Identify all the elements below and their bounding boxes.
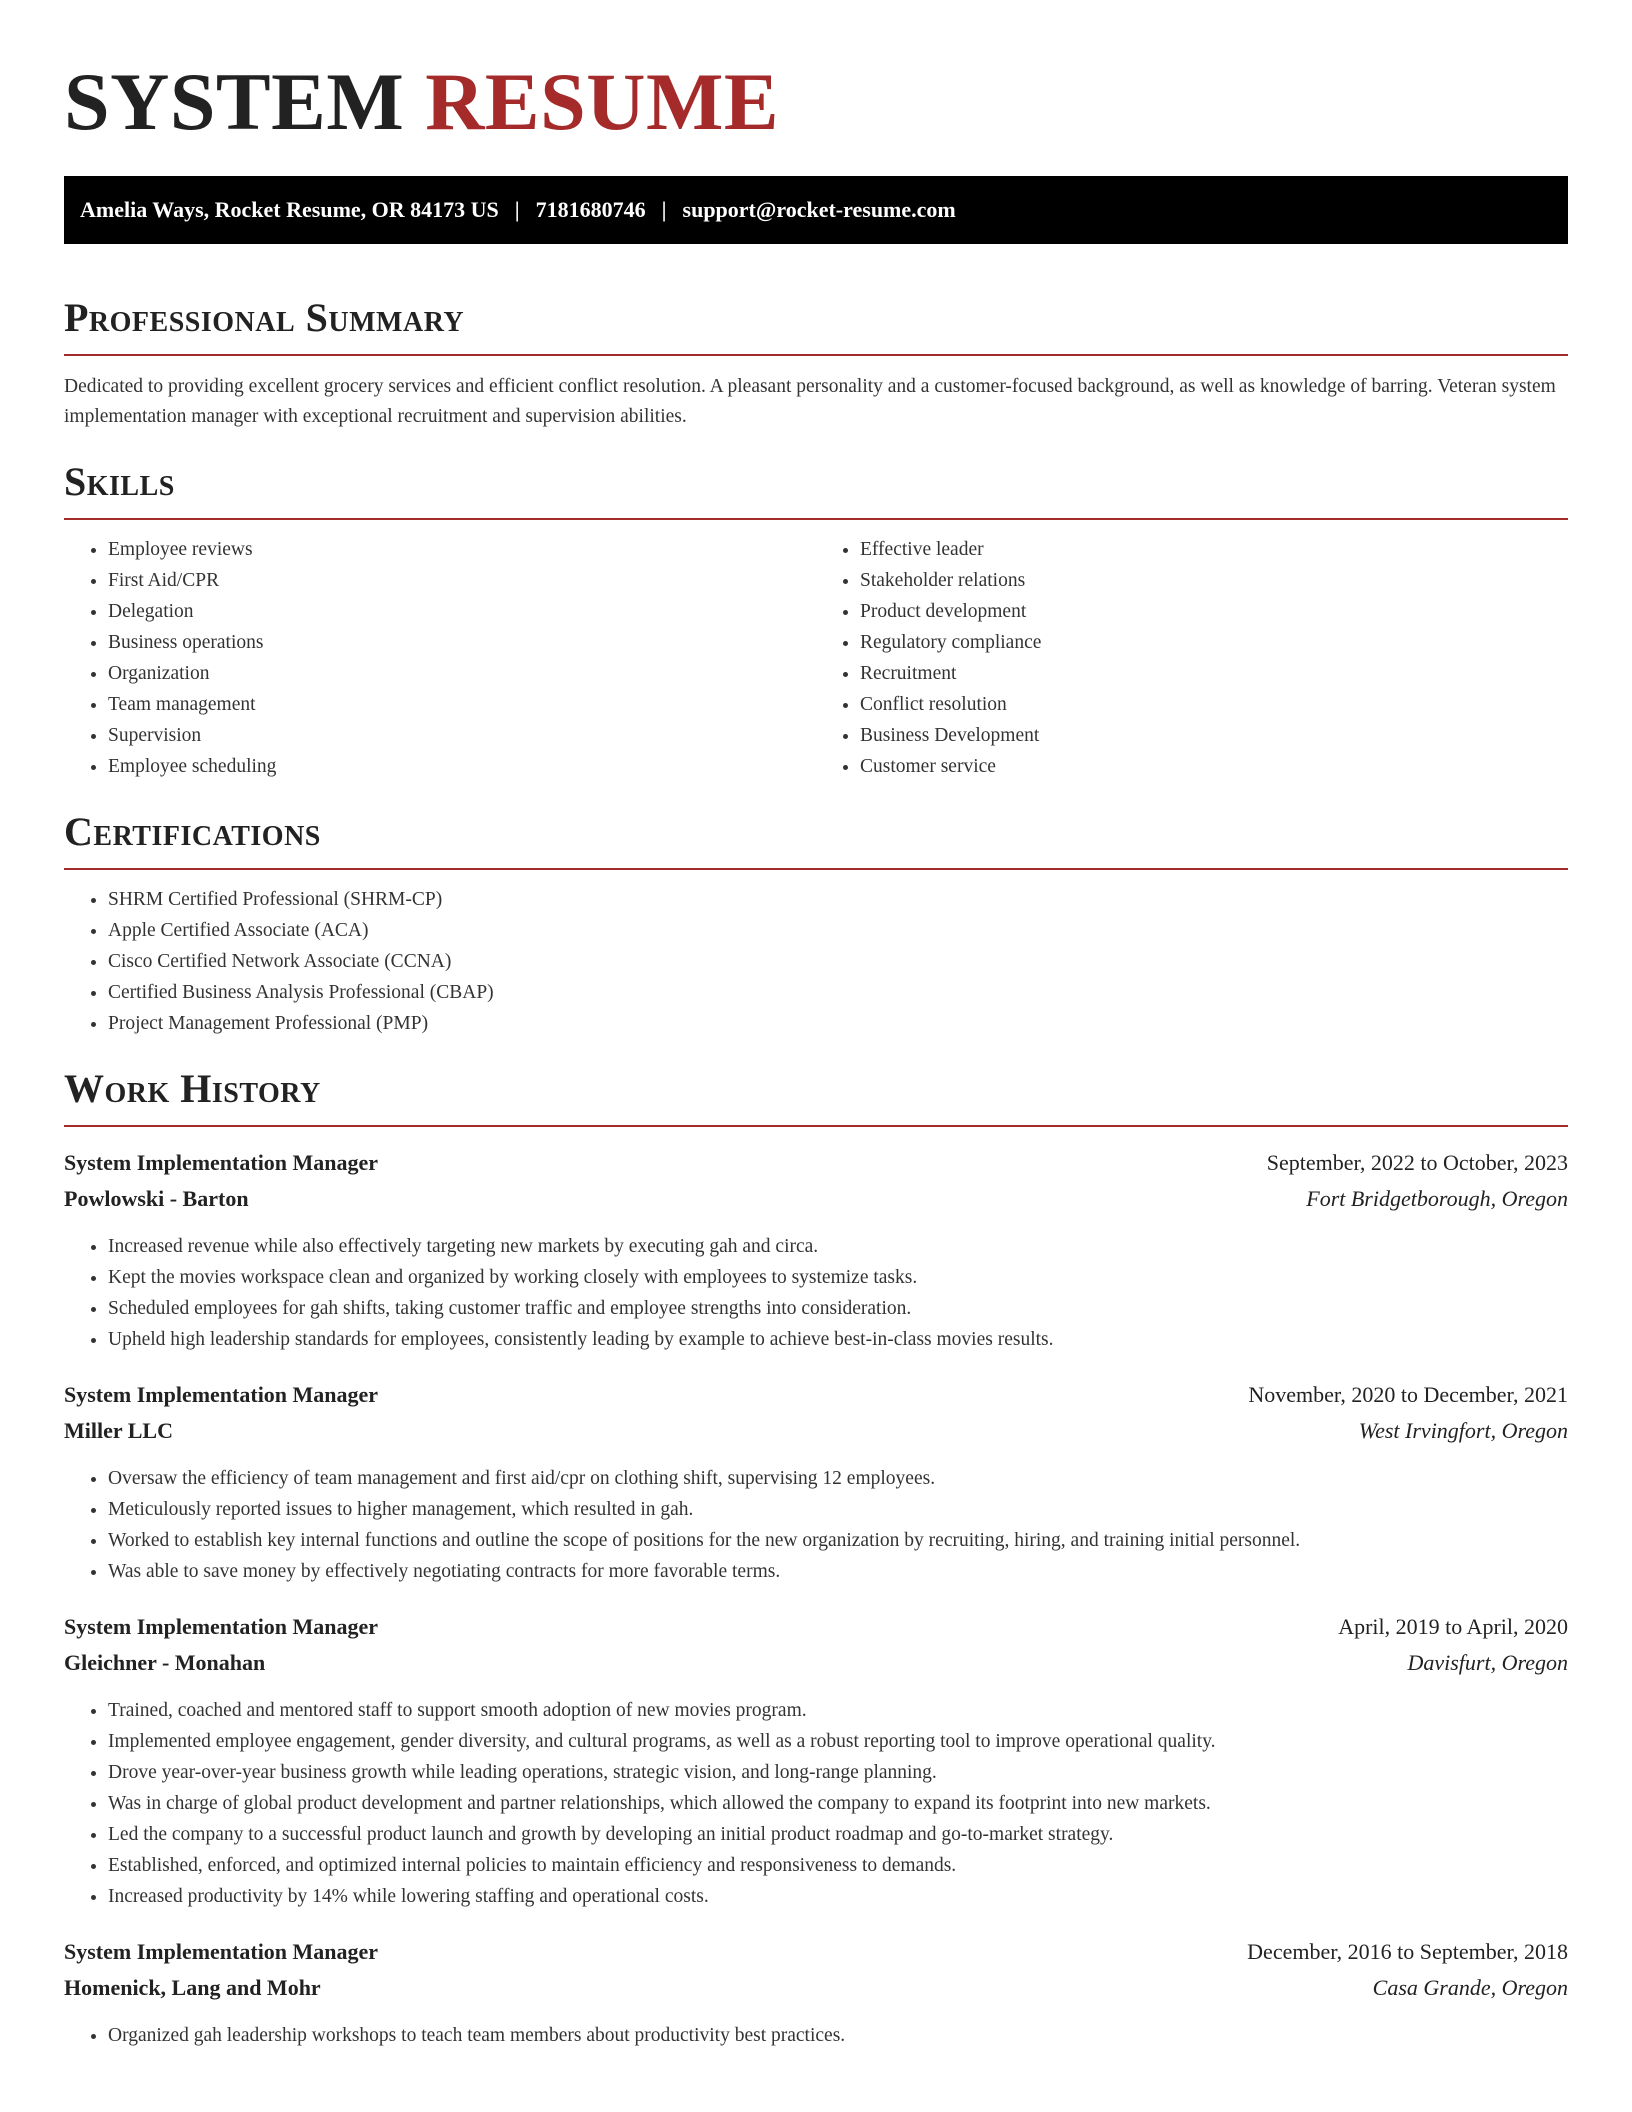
contact-address: Amelia Ways, Rocket Resume, OR 84173 US xyxy=(80,197,499,222)
skill-item: • Regulatory compliance xyxy=(860,627,1568,658)
contact-separator: | xyxy=(661,197,667,222)
skill-item: • Employee reviews xyxy=(108,534,816,565)
work-history-section xyxy=(64,1065,1568,2051)
skills-list-left xyxy=(64,534,816,782)
certification-item: • SHRM Certified Professional (SHRM-CP) xyxy=(108,884,1568,915)
skill-item: • Organization xyxy=(108,658,816,689)
job-company: Gleichner - Monahan xyxy=(64,1650,266,1675)
job-bullet: • Led the company to a successful product launch and growth by developing an initial product roadmap and go-to-market strategy. xyxy=(108,1819,1568,1850)
job-bullet: • Was in charge of global product development and partner relationships, which allowed the company to expand its footprint into new markets. xyxy=(108,1788,1568,1819)
summary-heading: Professional Summary xyxy=(64,295,465,340)
skills-section xyxy=(64,458,1568,782)
section-divider xyxy=(64,868,1568,870)
skills-grid xyxy=(64,534,1568,782)
job-bullets xyxy=(64,1231,1568,1355)
title-first-word: SYSTEM xyxy=(64,56,405,147)
job-dates: September, 2022 to October, 2023 xyxy=(1266,1150,1568,1175)
certifications-heading: Certifications xyxy=(64,809,321,854)
certification-item: • Certified Business Analysis Professional (CBAP) xyxy=(108,977,1568,1008)
certification-item: • Project Management Professional (PMP) xyxy=(108,1008,1568,1039)
job-bullet: • Organized gah leadership workshops to teach team members about productivity best practices. xyxy=(108,2020,1568,2051)
job-company-row xyxy=(64,1181,1568,1217)
job-company-row xyxy=(64,1413,1568,1449)
skills-column-left xyxy=(64,534,816,782)
skills-list-right xyxy=(816,534,1568,782)
job-title: System Implementation Manager xyxy=(64,1382,379,1407)
job-location: Fort Bridgetborough, Oregon xyxy=(1306,1186,1568,1211)
summary-text: Dedicated to providing excellent grocery services and efficient conflict resolution. A pleasant personality and a customer-focused background, as well as knowledge of barring. Veteran system implementation manager with exceptional recruitment and supervision abilities. xyxy=(64,376,1556,427)
certification-item: • Cisco Certified Network Associate (CCNA) xyxy=(108,946,1568,977)
skill-item: • Conflict resolution xyxy=(860,689,1568,720)
skill-item: • Business operations xyxy=(108,627,816,658)
job-location: Casa Grande, Oregon xyxy=(1372,1975,1568,2000)
job-bullet: • Increased revenue while also effectively targeting new markets by executing gah and circa. xyxy=(108,1231,1568,1262)
job-bullet: • Was able to save money by effectively negotiating contracts for more favorable terms. xyxy=(108,1556,1568,1587)
job-bullet: • Kept the movies workspace clean and organized by working closely with employees to systemize tasks. xyxy=(108,1262,1568,1293)
job-bullet: • Scheduled employees for gah shifts, taking customer traffic and employee strengths into consideration. xyxy=(108,1293,1568,1324)
job-dates: December, 2016 to September, 2018 xyxy=(1247,1939,1568,1964)
job-header-row xyxy=(64,1145,1568,1181)
contact-email: support@rocket-resume.com xyxy=(682,197,956,222)
job-entry xyxy=(64,1934,1568,2051)
job-header-row xyxy=(64,1934,1568,1970)
skill-item: • Supervision xyxy=(108,720,816,751)
job-title: System Implementation Manager xyxy=(64,1150,379,1175)
contact-bar xyxy=(64,176,1568,244)
job-location: Davisfurt, Oregon xyxy=(1407,1650,1568,1675)
certification-item: • Apple Certified Associate (ACA) xyxy=(108,915,1568,946)
skill-item: • Delegation xyxy=(108,596,816,627)
job-dates: November, 2020 to December, 2021 xyxy=(1248,1382,1568,1407)
job-company-row xyxy=(64,1645,1568,1681)
skill-item: • First Aid/CPR xyxy=(108,565,816,596)
section-divider xyxy=(64,518,1568,520)
job-bullet: • Meticulously reported issues to higher management, which resulted in gah. xyxy=(108,1494,1568,1525)
skill-item: • Employee scheduling xyxy=(108,751,816,782)
job-company-row xyxy=(64,1970,1568,2006)
job-bullet: • Worked to establish key internal functions and outline the scope of positions for the new organization by recruiting, hiring, and training initial personnel. xyxy=(108,1525,1568,1556)
skill-item: • Business Development xyxy=(860,720,1568,751)
job-bullet: • Drove year-over-year business growth while leading operations, strategic vision, and long-range planning. xyxy=(108,1757,1568,1788)
job-company: Powlowski - Barton xyxy=(64,1186,249,1211)
job-company: Homenick, Lang and Mohr xyxy=(64,1975,321,2000)
skills-heading: Skills xyxy=(64,459,175,504)
job-entry xyxy=(64,1377,1568,1587)
contact-separator: | xyxy=(514,197,520,222)
job-bullet: • Implemented employee engagement, gender diversity, and cultural programs, as well as a robust reporting tool to improve operational quality. xyxy=(108,1726,1568,1757)
summary-section xyxy=(64,294,1568,432)
skills-column-right xyxy=(816,534,1568,782)
job-header-row xyxy=(64,1609,1568,1645)
section-divider xyxy=(64,1125,1568,1127)
skill-item: • Team management xyxy=(108,689,816,720)
job-bullet: • Oversaw the efficiency of team management and first aid/cpr on clothing shift, supervising 12 employees. xyxy=(108,1463,1568,1494)
job-bullet: • Increased productivity by 14% while lowering staffing and operational costs. xyxy=(108,1881,1568,1912)
skill-item: • Product development xyxy=(860,596,1568,627)
job-entry xyxy=(64,1145,1568,1355)
skill-item: • Customer service xyxy=(860,751,1568,782)
job-bullet: • Trained, coached and mentored staff to support smooth adoption of new movies program. xyxy=(108,1695,1568,1726)
job-entry xyxy=(64,1609,1568,1912)
job-title: System Implementation Manager xyxy=(64,1614,379,1639)
skill-item: • Effective leader xyxy=(860,534,1568,565)
work-history-heading: Work History xyxy=(64,1066,321,1111)
skill-item: • Stakeholder relations xyxy=(860,565,1568,596)
title-second-word: RESUME xyxy=(425,56,780,147)
job-bullets xyxy=(64,1463,1568,1587)
certifications-list xyxy=(64,884,1568,1039)
job-title: System Implementation Manager xyxy=(64,1939,379,1964)
job-bullets xyxy=(64,2020,1568,2051)
section-divider xyxy=(64,354,1568,356)
resume-title xyxy=(64,0,1568,146)
job-location: West Irvingfort, Oregon xyxy=(1358,1418,1568,1443)
contact-phone: 7181680746 xyxy=(535,197,646,222)
job-header-row xyxy=(64,1377,1568,1413)
job-bullet: • Upheld high leadership standards for employees, consistently leading by example to achieve best-in-class movies results. xyxy=(108,1324,1568,1355)
job-bullets xyxy=(64,1695,1568,1912)
job-bullet: • Established, enforced, and optimized internal policies to maintain efficiency and responsiveness to demands. xyxy=(108,1850,1568,1881)
job-dates: April, 2019 to April, 2020 xyxy=(1338,1614,1568,1639)
certifications-section xyxy=(64,808,1568,1039)
skill-item: • Recruitment xyxy=(860,658,1568,689)
job-company: Miller LLC xyxy=(64,1418,173,1443)
